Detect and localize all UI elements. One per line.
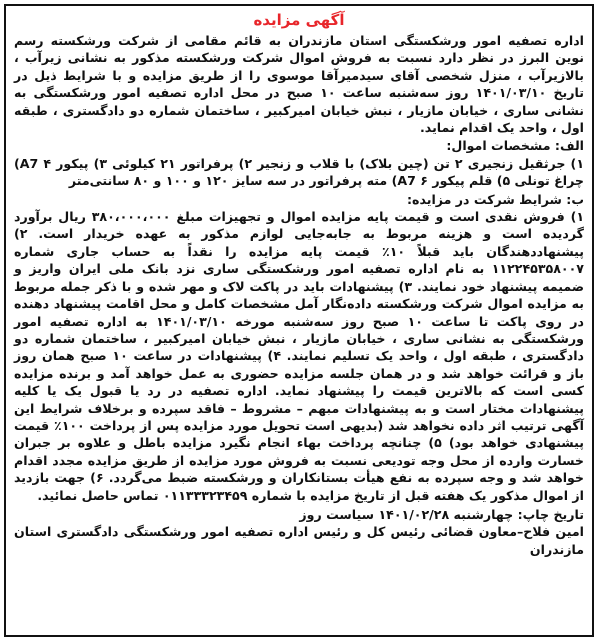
auction-notice [4,4,594,637]
signature: امین فلاح–معاون قضائی رئیس کل و رئیس اداره تصفیه امور ورشکستگی دادگستری استان مازندران [14,524,584,557]
conditions-heading: ب: شرایط شرکت در مزایده: [407,191,584,207]
specs-heading: الف: مشخصات اموال: [446,138,584,154]
print-date: تاریخ چاپ: چهارشنبه ۱۴۰۱/۰۲/۲۸ سیاست روز [299,506,584,522]
specs-text: ۱) جرثقیل زنجیری ۲ تن (چین بلاک) با قلاب و زنجیر ۲) پرفراتور ۲۱ کیلوئی ۳) پیکور A7 ۴) چراغ تونلی ۵) قلم پیکور A7 ۶) مته پرفراتور در سه سایز ۱۲۰ و ۱۰۰ و ۸۰ سانتی‌متر [14,155,584,189]
notice-intro: اداره تصفیه امور ورشکستگی استان مازندران به قائم مقامی از شرکت ورشکسته رسم نوین البرز در نظر دارد نسبت به فروش اموال شرکت ورشکسته مذکور به نشانی زیرآب ، بالازیرآب ، منزل شخصی آقای سیدمیرآقا موسوی را از طریق مزایده و با شرایط ذیل در تاریخ ۱۴۰۱/۰۳/۱۰ روز سه‌شنبه ساعت ۱۰ صبح در محل اداره تصفیه امور ورشکستگی به نشانی ساری ، خیابان مازیار ، نبش خیابان امیرکبیر ، ساختمان شماره دو دادگستری ، طبقه اول ، واحد یک اقدام نماید. [14,33,584,136]
conditions-text: ۱) فروش نقدی است و قیمت پایه مزایده اموال و تجهیزات مبلغ ۳۸۰،۰۰۰،۰۰۰ ریال برآورد گردیده است و هزینه مربوط به جابه‌جایی لوازم مذکور به عهده خریدار است. ۲) پیشنهاددهندگان باید قبلاً ۱۰٪ قیمت پایه مزایده را نقداً به حساب جاری شماره ۱۱۲۲۴۵۳۵۸۰۰۷ به نام اداره تصفیه امور ورشکستگی ساری نزد بانک ملی ایران واریز و ضمیمه پیشنهاد خود نمایند. ۳) پیشنهادات باید در پاکت لاک و مهر شده و با ذکر جمله مربوط به مزایده اموال شرکت ورشکسته داده‌نگار آمل مشخصات کامل و محل اقامت پیشنهاد دهنده در روی پاکت تا ساعت ۱۰ صبح روز سه‌شنبه مورخه ۱۴۰۱/۰۳/۱۰ به اداره تصفیه امور ورشکستگی به نشانی ساری ، خیابان مازیار ، نبش خیابان امیرکبیر ، ساختمان شماره دو دادگستری ، طبقه اول ، واحد یک تسلیم نمایند. ۴) پیشنهادات در ساعت ۱۰ صبح همان روز باز و قرائت خواهد شد و در همان جلسه مزایده حضوری به عمل خواهد آمد و برنده مزایده کسی است که بالاترین قیمت را پیشنهاد نماید. اداره تصفیه در رد یا قبول یک یا کلیه پیشنهادات مختار است و به پیشنهادات مبهم – مشروط – فاقد سپرده و برخلاف شرایط این آگهی ترتیب اثر داده نخواهد شد (بدیهی است تحویل مورد مزایده پس از پرداخت ۱۰۰٪ قیمت پیشنهادی خواهد بود) ۵) چنانچه پرداخت بهاء انجام نگیرد مزایده باطل و علاوه بر جبران خسارت وارده از محل وجه تودیعی نسبت به فروش مورد مزایده از طریق مزایده مجدد اقدام خواهد شد و وجه سپرده به نفع هیأت بستانکاران و ورشکسته ضبط می‌گردد. ۶) جهت بازدید از اموال مذکور یک هفته قبل از تاریخ مزایده با شماره ۰۱۱۳۳۳۲۳۴۵۹ تماس حاصل نمائید. [14,209,585,503]
notice-title: آگهی مزایده [253,11,345,29]
